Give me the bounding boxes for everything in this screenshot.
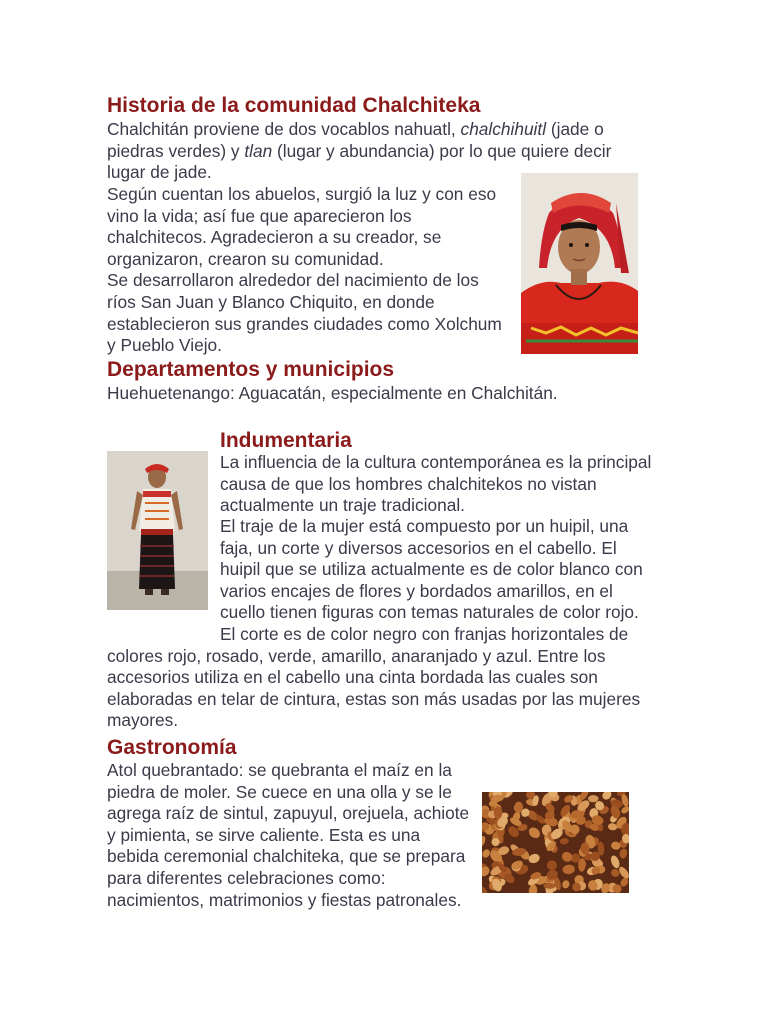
woman-portrait-photo: [521, 173, 638, 354]
intro-word-tlan: tlan: [244, 140, 273, 161]
intro-text-2: (jade o piedras verdes) y: [107, 119, 604, 161]
historia-paragraph-3: Se desarrollaron alrededor del nacimiento de los ríos San Juan y Blanco Chiquito, en donde establecieron sus grandes ciudades como Xolchum y Pueblo Viejo.: [107, 270, 502, 356]
indumentaria-float-spacer: [107, 516, 220, 624]
indumentaria-wrapped: [220, 452, 652, 517]
section-title-departamentos: Departamentos y municipios: [107, 358, 395, 381]
departamentos-body: [107, 383, 667, 405]
intro-word-chalchihuitl: chalchihuitl: [460, 119, 547, 139]
gastronomia-text: Atol quebrantado: se quebranta el maíz en la piedra de moler. Se cuece en una olla y se le agrega raíz de sintul, zapuyul, orejuela, achiote y pimienta, se sirve caliente. Esta es una bebida ceremonial chalchiteka, que se prepara para diferentes celebraciones como: nacimientos, matrimonios y fiestas patronales.: [107, 760, 470, 910]
corn-kernels-photo: [482, 792, 629, 893]
historia-paragraph-2: Según cuentan los abuelos, surgió la luz y con eso vino la vida; así fue que aparecieron los chalchitecos. Agradecieron a su creador, se organizaron, crearon su comunidad.: [107, 184, 497, 269]
intro-text-1: Chalchitán proviene de dos vocablos nahuatl,: [107, 119, 461, 139]
indumentaria-paragraph-2: El traje de la mujer está compuesto por un huipil, una faja, un corte y diversos accesorios en el cabello. El huipil que se utiliza actualmente es de color blanco con varios encajes de flores y bordados amarillos, en el cuello tienen figuras con temas naturales de color rojo.: [220, 516, 643, 623]
section-title-indumentaria: Indumentaria: [220, 429, 352, 452]
historia-body: [107, 184, 507, 357]
indumentaria-paragraph-3: El corte es de color negro con franjas horizontales de colores rojo, rosado, verde, amarillo, anaranjado y azul. Entre los accesorios utiliza en el cabello una cinta bordada las cuales son elaboradas en telar de cintura, estas son más usadas por las mujeres mayores.: [107, 623, 641, 731]
section-title-historia: Historia de la comunidad Chalchiteka: [107, 94, 481, 117]
indumentaria-paragraph-1: La influencia de la cultura contemporánea es la principal causa de que los hombres chalchitekos no vistan actualmente un traje tradicional.: [220, 452, 652, 516]
intro-text-3: (lugar y abundancia) por lo que quiere decir lugar de jade.: [107, 140, 612, 183]
kernel-shape: [544, 883, 556, 889]
section-title-gastronomia: Gastronomía: [107, 736, 237, 759]
departamentos-text: Huehuetenango: Aguacatán, especialmente en Chalchitán.: [107, 383, 558, 403]
kernel-shape: [588, 795, 598, 802]
indumentaria-body: [107, 516, 652, 732]
